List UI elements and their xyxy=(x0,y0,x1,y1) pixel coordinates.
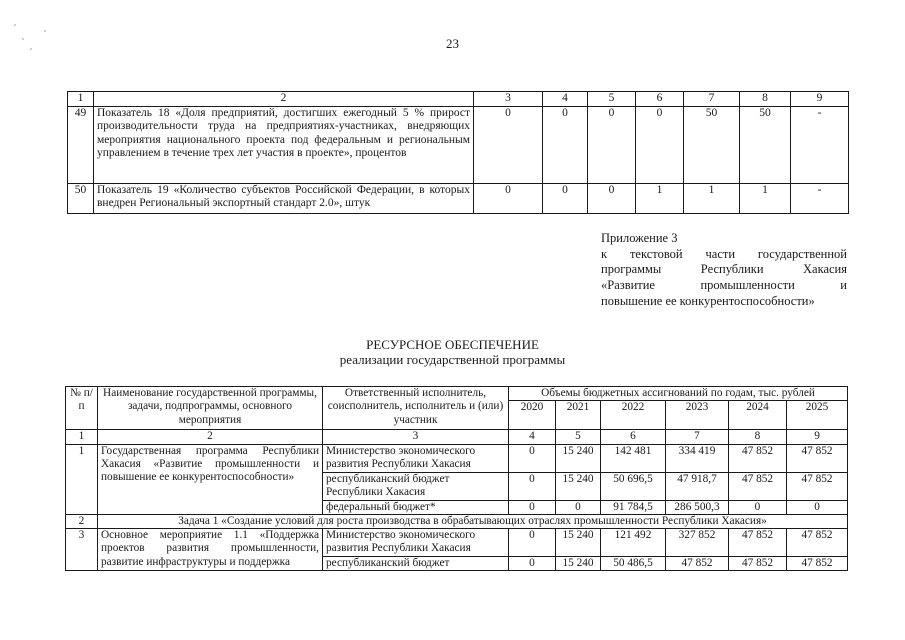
column-number: 9 xyxy=(787,430,848,444)
value-cell: 0 xyxy=(509,529,556,557)
executor-cell: республиканский бюджет xyxy=(323,557,509,571)
indicator-name: Показатель 19 «Количество субъектов Российской Федерации, в которых внедрен Региональный экспортный стандарт 2.0», штук xyxy=(94,183,474,213)
year-cell: 2020 xyxy=(509,401,556,430)
column-numbers-row xyxy=(66,430,848,444)
year-cell: 2022 xyxy=(601,401,666,430)
value-cell: 15 240 xyxy=(556,529,601,557)
row-number: 2 xyxy=(66,514,98,528)
scan-speck xyxy=(14,24,16,26)
value-cell: 0 xyxy=(509,557,556,571)
value-cell: 0 xyxy=(543,183,588,213)
header-cell: 1 xyxy=(68,92,94,107)
header-cell: 7 xyxy=(684,92,740,107)
value-cell: 47 852 xyxy=(787,472,848,500)
column-number: 8 xyxy=(729,430,787,444)
resources-header-row xyxy=(66,387,848,401)
header-cell: 4 xyxy=(543,92,588,107)
appendix-line: Приложение 3 xyxy=(601,231,678,245)
indicator-name: Показатель 18 «Доля предприятий, достигших ежегодный 5 % прирост производительности труда на предприятиях-участниках, внедряющих мероприятия национального проекта под федеральным и региональным управлением в течение трех лет участия в проекте», процентов xyxy=(94,106,474,183)
executor-cell: федеральный бюджет* xyxy=(323,500,509,514)
table-row xyxy=(66,444,848,472)
value-cell: 47 918,7 xyxy=(666,472,729,500)
value-cell: 47 852 xyxy=(666,557,729,571)
value-cell: 0 xyxy=(509,472,556,500)
year-cell: 2021 xyxy=(556,401,601,430)
row-number: 49 xyxy=(68,106,94,183)
resources-subtitle: реализации государственной программы xyxy=(339,352,566,367)
header-num: № п/п xyxy=(66,387,98,430)
table-row xyxy=(66,529,848,557)
header-cell: 2 xyxy=(94,92,474,107)
task-row xyxy=(66,514,848,528)
value-cell: 91 784,5 xyxy=(601,500,666,514)
value-cell: 0 xyxy=(509,500,556,514)
value-cell: 1 xyxy=(740,183,791,213)
appendix-line: повышение ее конкурентоспособности» xyxy=(601,293,815,308)
task-text: Задача 1 «Создание условий для роста производства в обрабатывающих отраслях промышленности Республики Хакасия» xyxy=(98,514,848,528)
value-cell: 47 852 xyxy=(787,529,848,557)
value-cell: 50 486,5 xyxy=(601,557,666,571)
header-name: Наименование государственной программы, задачи, подпрограммы, основного мероприятия xyxy=(98,387,323,430)
value-cell: 0 xyxy=(588,183,636,213)
header-cell: 8 xyxy=(740,92,791,107)
value-cell: 286 500,3 xyxy=(666,500,729,514)
value-cell: 0 xyxy=(543,106,588,183)
column-number: 6 xyxy=(601,430,666,444)
scan-speck xyxy=(44,30,46,32)
column-number: 5 xyxy=(556,430,601,444)
appendix-line: «Развитие промышленности и xyxy=(601,278,847,293)
value-cell: 47 852 xyxy=(729,472,787,500)
year-cell: 2023 xyxy=(666,401,729,430)
resources-title: РЕСУРСНОЕ ОБЕСПЕЧЕНИЕ xyxy=(366,337,539,352)
indicators-header-row xyxy=(68,92,849,107)
resources-table xyxy=(65,386,848,571)
year-cell: 2024 xyxy=(729,401,787,430)
value-cell: 334 419 xyxy=(666,444,729,472)
executor-cell: республиканский бюджет Республики Хакасия xyxy=(323,472,509,500)
header-cell: 9 xyxy=(791,92,849,107)
value-cell: 50 xyxy=(684,106,740,183)
column-number: 2 xyxy=(98,430,323,444)
value-cell: 47 852 xyxy=(729,529,787,557)
value-cell: 1 xyxy=(636,183,684,213)
value-cell: 0 xyxy=(588,106,636,183)
value-cell: 50 696,5 xyxy=(601,472,666,500)
header-executor: Ответственный исполнитель, соисполнитель, исполнитель и (или) участник xyxy=(323,387,509,430)
value-cell: 0 xyxy=(556,500,601,514)
value-cell: - xyxy=(791,183,849,213)
column-number: 7 xyxy=(666,430,729,444)
value-cell: 142 481 xyxy=(601,444,666,472)
table-row xyxy=(68,183,849,213)
column-number: 4 xyxy=(509,430,556,444)
value-cell: 15 240 xyxy=(556,472,601,500)
value-cell: 15 240 xyxy=(556,557,601,571)
value-cell: 47 852 xyxy=(787,557,848,571)
row-number: 3 xyxy=(66,529,98,571)
value-cell: 47 852 xyxy=(729,444,787,472)
value-cell: 0 xyxy=(474,106,543,183)
header-cell: 5 xyxy=(588,92,636,107)
column-number: 1 xyxy=(66,430,98,444)
value-cell: 121 492 xyxy=(601,529,666,557)
appendix-note xyxy=(601,231,847,310)
year-cell: 2025 xyxy=(787,401,848,430)
measure-name: Основное мероприятие 1.1 «Поддержка проектов развития промышленности, развитие инфраструктуры и поддержка xyxy=(98,529,323,571)
value-cell: 47 852 xyxy=(729,557,787,571)
page-number: 23 xyxy=(446,36,459,51)
program-name: Государственная программа Республики Хакасия «Развитие промышленности и повышение ее конкурентоспособности» xyxy=(98,444,323,514)
row-number: 1 xyxy=(66,444,98,514)
header-cell: 3 xyxy=(474,92,543,107)
value-cell: 47 852 xyxy=(787,444,848,472)
header-cell: 6 xyxy=(636,92,684,107)
appendix-line: к текстовой части государственной xyxy=(601,246,847,261)
executor-cell: Министерство экономического развития Республики Хакасия xyxy=(323,444,509,472)
column-number: 3 xyxy=(323,430,509,444)
value-cell: 0 xyxy=(474,183,543,213)
indicators-table xyxy=(67,91,849,214)
table-row xyxy=(68,106,849,183)
header-volumes: Объемы бюджетных ассигнований по годам, тыс. рублей xyxy=(509,387,848,401)
value-cell: 0 xyxy=(787,500,848,514)
value-cell: 1 xyxy=(684,183,740,213)
value-cell: - xyxy=(791,106,849,183)
row-number: 50 xyxy=(68,183,94,213)
executor-cell: Министерство экономического развития Республики Хакасия xyxy=(323,529,509,557)
value-cell: 0 xyxy=(636,106,684,183)
value-cell: 327 852 xyxy=(666,529,729,557)
value-cell: 0 xyxy=(729,500,787,514)
value-cell: 15 240 xyxy=(556,444,601,472)
value-cell: 0 xyxy=(509,444,556,472)
value-cell: 50 xyxy=(740,106,791,183)
appendix-line: программы Республики Хакасия xyxy=(601,262,847,277)
